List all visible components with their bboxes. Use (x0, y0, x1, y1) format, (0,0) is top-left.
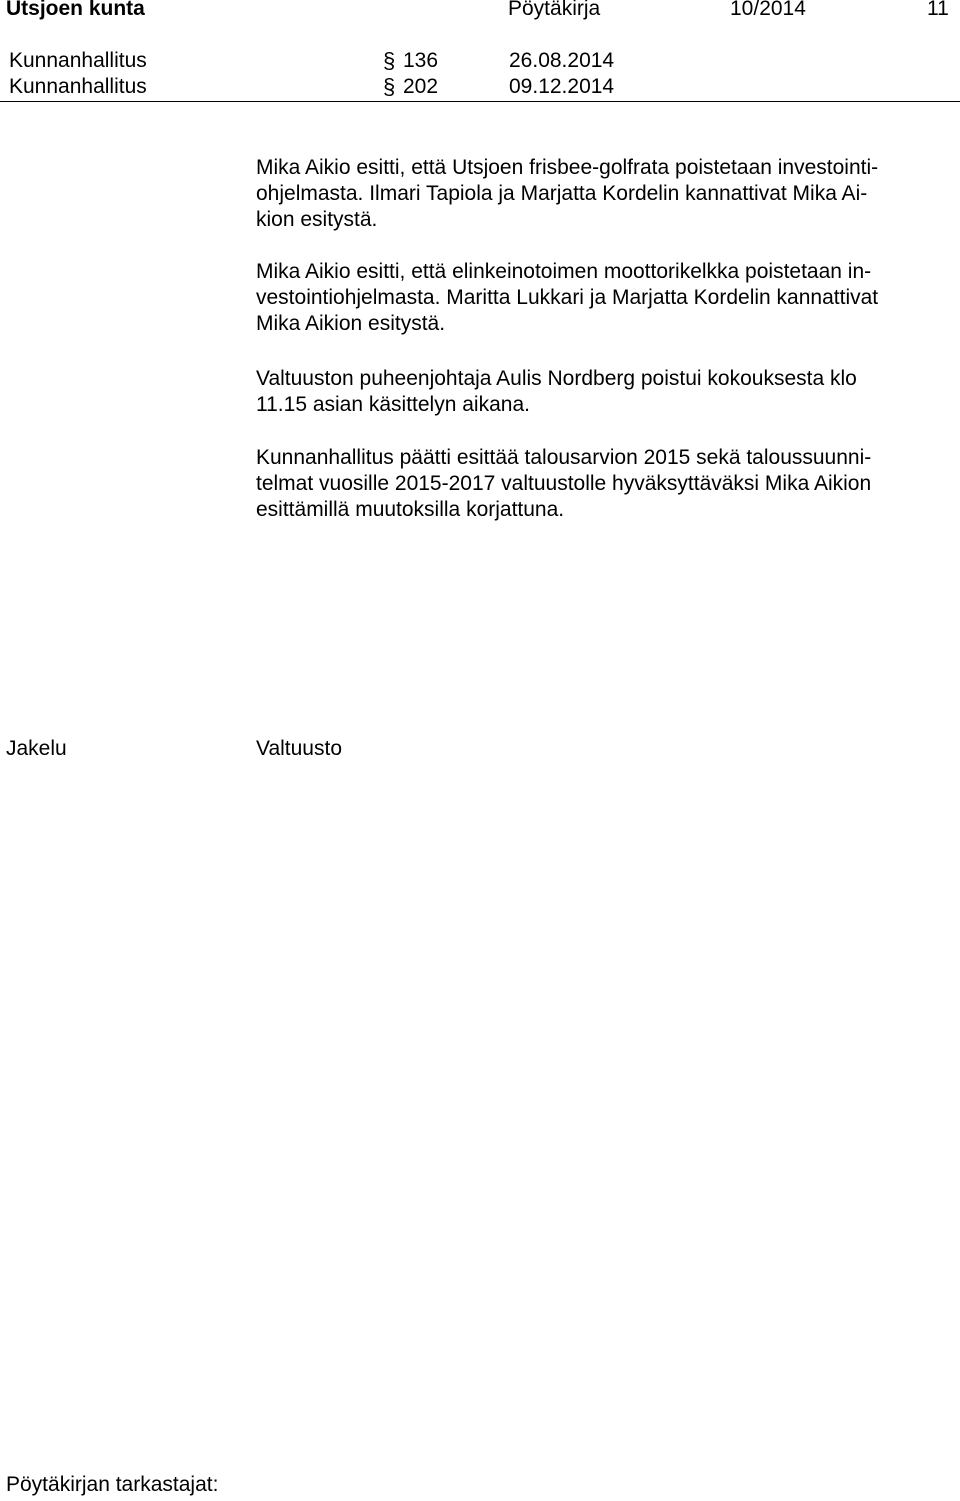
section-mark-2: § (383, 74, 396, 99)
distribution-label: Jakelu (6, 737, 67, 760)
paragraph-decision (256, 445, 946, 523)
section-mark-1: § (383, 48, 396, 73)
paragraph-line: Kunnanhallitus päätti esittää talousarvion 2015 sekä taloussuunni- (256, 446, 872, 469)
paragraph-chair-left (256, 366, 946, 418)
section-date-2: 09.12.2014 (509, 75, 615, 98)
paragraph-line: esittämillä muutoksilla korjattuna. (256, 498, 565, 521)
paragraph-line: Mika Aikion esitystä. (256, 312, 446, 335)
paragraph-line: Valtuuston puheenjohtaja Aulis Nordberg poistui kokouksesta klo (256, 367, 857, 390)
paragraph-frisbee-golf (256, 155, 946, 233)
header-divider (0, 101, 960, 102)
section-number-2: 202 (403, 75, 439, 98)
inspectors-label: Pöytäkirjan tarkastajat: (6, 1473, 219, 1496)
organization-name: Utsjoen kunta (6, 0, 145, 20)
section-date-1: 26.08.2014 (509, 49, 615, 72)
paragraph-line: ohjelmasta. Ilmari Tapiola ja Marjatta Kordelin kannattivat Mika Ai- (256, 182, 868, 205)
section-body-2: Kunnanhallitus (9, 75, 147, 98)
paragraph-line: Mika Aikio esitti, että Utsjoen frisbee-golfrata poistetaan investointi- (256, 156, 879, 179)
distribution-value: Valtuusto (256, 737, 342, 760)
section-number-1: 136 (403, 49, 439, 72)
document-type: Pöytäkirja (508, 0, 601, 20)
section-body-1: Kunnanhallitus (9, 49, 147, 72)
paragraph-line: Mika Aikio esitti, että elinkeinotoimen moottorikelkka poistetaan in- (256, 260, 872, 283)
document-number: 10/2014 (730, 0, 806, 20)
page-number: 11 (927, 0, 949, 20)
paragraph-line: kion esitystä. (256, 208, 378, 231)
paragraph-line: vestointiohjelmasta. Maritta Lukkari ja Marjatta Kordelin kannattivat (256, 286, 879, 309)
paragraph-line: 11.15 asian käsittelyn aikana. (256, 393, 530, 416)
paragraph-snowmobile (256, 259, 946, 337)
paragraph-line: telmat vuosille 2015-2017 valtuustolle hyväksyttäväksi Mika Aikion (256, 472, 872, 495)
